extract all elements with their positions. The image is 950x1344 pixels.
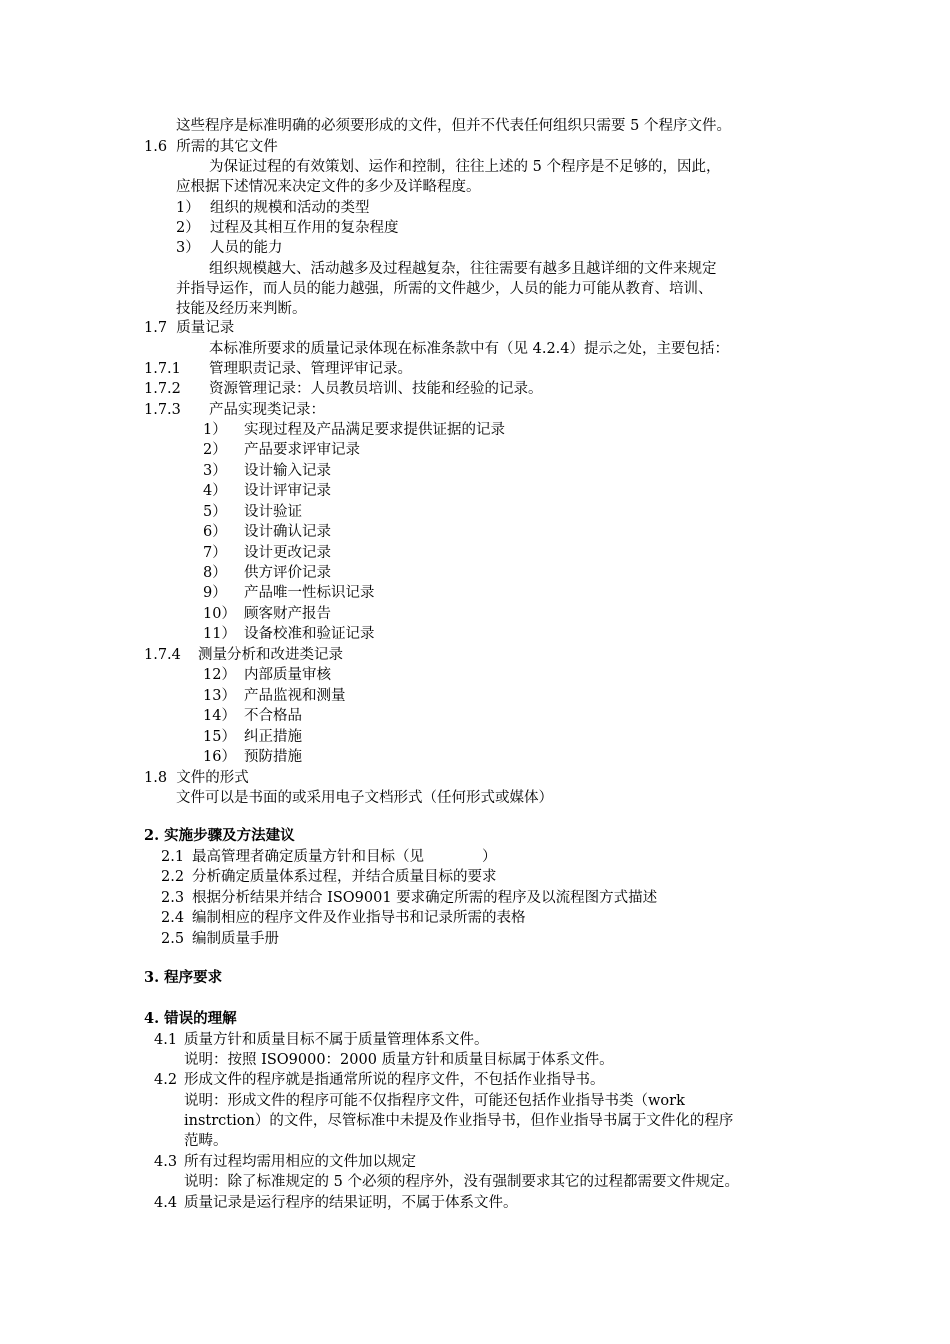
paragraph-line: 组织规模越大、活动越多及过程越复杂，往往需要有越多且越详细的文件来规定 [209, 261, 717, 277]
section-4-heading: 4. 错误的理解 [144, 1010, 237, 1027]
subsection-text: 测量分析和改进类记录 [198, 647, 343, 663]
list-item [176, 238, 283, 258]
note-line: 范畴。 [184, 1133, 228, 1149]
list-number: 2.4 [161, 910, 185, 926]
subsection-text: 资源管理记录：人员教员培训、技能和经验的记录。 [209, 381, 543, 397]
list-item [161, 929, 279, 949]
list-item [161, 847, 497, 867]
list-text: 组织的规模和活动的类型 [210, 200, 370, 216]
list-text: 设计评审记录 [244, 483, 331, 499]
list-item [176, 198, 370, 218]
list-number: 2.5 [161, 931, 185, 947]
list-text: 设计输入记录 [244, 463, 331, 479]
list-number: 8） [203, 565, 227, 581]
list-item [154, 1070, 605, 1090]
list-item [203, 481, 331, 501]
list-number: 9） [203, 585, 227, 601]
list-text: 实现过程及产品满足要求提供证据的记录 [244, 422, 505, 438]
list-number: 5） [203, 504, 227, 520]
list-text: 设计验证 [244, 504, 302, 520]
list-number: 12） [203, 667, 236, 683]
list-text: 设计确认记录 [244, 524, 331, 540]
list-text: 内部质量审核 [244, 667, 331, 683]
list-item [154, 1030, 489, 1050]
list-text: 纠正措施 [244, 729, 302, 745]
list-item [161, 908, 526, 928]
list-item [203, 665, 331, 685]
list-number: 3） [176, 240, 200, 256]
section-number: 1.7 [144, 320, 168, 336]
list-item [154, 1193, 518, 1213]
list-text: 编制相应的程序文件及作业指导书和记录所需的表格 [192, 910, 526, 926]
list-number: 2.2 [161, 869, 185, 885]
note-line: 说明：按照 ISO9000：2000 质量方针和质量目标属于体系文件。 [184, 1052, 614, 1068]
list-number: 3） [203, 463, 227, 479]
list-item [154, 1152, 416, 1172]
section-1-8-heading [144, 768, 249, 788]
list-text: 预防措施 [244, 749, 302, 765]
list-number: 4.2 [154, 1072, 178, 1088]
list-item [203, 583, 375, 603]
section-title: 所需的其它文件 [176, 139, 278, 155]
subsection-number: 1.7.3 [144, 402, 181, 418]
section-title: 文件的形式 [176, 770, 249, 786]
list-item [203, 522, 331, 542]
list-number: 4.1 [154, 1032, 178, 1048]
section-1-6-heading [144, 137, 278, 157]
list-item [203, 461, 331, 481]
subsection-number: 1.7.1 [144, 361, 181, 377]
list-item [203, 604, 331, 624]
section-number: 1.6 [144, 139, 168, 155]
subsection-1-7-4 [144, 645, 343, 665]
list-number: 2） [203, 442, 227, 458]
note-line: instrction）的文件，尽管标准中未提及作业指导书，但作业指导书属于文件化的程序 [184, 1113, 734, 1129]
list-item [203, 543, 331, 563]
list-number: 7） [203, 545, 227, 561]
list-number: 15） [203, 729, 236, 745]
subsection-1-7-1 [144, 359, 412, 379]
list-text: 根据分析结果并结合 ISO9001 要求确定所需的程序及以流程图方式描述 [192, 890, 658, 906]
subsection-1-7-3 [144, 400, 325, 420]
list-item [203, 727, 302, 747]
list-number: 2.3 [161, 890, 185, 906]
list-item [161, 867, 497, 887]
list-text: 设备校准和验证记录 [244, 626, 375, 642]
list-number: 6） [203, 524, 227, 540]
list-text: 质量记录是运行程序的结果证明，不属于体系文件。 [184, 1195, 518, 1211]
list-item [203, 686, 346, 706]
list-text: 人员的能力 [210, 240, 283, 256]
list-number: 1） [203, 422, 227, 438]
list-text: 设计更改记录 [244, 545, 331, 561]
subsection-number: 1.7.2 [144, 381, 181, 397]
list-text: 最高管理者确定质量方针和目标（见 ） [192, 849, 497, 865]
section-number: 1.8 [144, 770, 168, 786]
subsection-number: 1.7.4 [144, 647, 181, 663]
list-item [203, 440, 360, 460]
list-text: 供方评价记录 [244, 565, 331, 581]
list-number: 4） [203, 483, 227, 499]
list-number: 16） [203, 749, 236, 765]
section-1-7-heading [144, 318, 234, 338]
list-item [176, 218, 399, 238]
list-text: 产品唯一性标识记录 [244, 585, 375, 601]
note-line: 说明：形成文件的程序可能不仅指程序文件，可能还包括作业指导书类（work [184, 1093, 685, 1109]
list-text: 所有过程均需用相应的文件加以规定 [184, 1154, 416, 1170]
list-text: 过程及其相互作用的复杂程度 [210, 220, 399, 236]
list-number: 10） [203, 606, 236, 622]
section-title: 质量记录 [176, 320, 235, 336]
list-item [161, 888, 657, 908]
paragraph-line: 文件可以是书面的或采用电子文档形式（任何形式或媒体） [176, 790, 553, 806]
list-number: 2.1 [161, 849, 185, 865]
list-item [203, 706, 302, 726]
subsection-text: 产品实现类记录： [209, 402, 325, 418]
paragraph-line: 为保证过程的有效策划、运作和控制，往往上述的 5 个程序是不足够的，因此， [209, 159, 721, 175]
section-3-heading: 3. 程序要求 [144, 969, 223, 986]
subsection-text: 管理职责记录、管理评审记录。 [209, 361, 412, 377]
list-text: 产品监视和测量 [244, 688, 346, 704]
section-2-heading: 2. 实施步骤及方法建议 [144, 827, 295, 844]
intro-line: 这些程序是标准明确的必须要形成的文件，但并不代表任何组织只需要 5 个程序文件。 [176, 118, 731, 134]
list-text: 产品要求评审记录 [244, 442, 360, 458]
list-number: 11） [203, 626, 236, 642]
list-item [203, 563, 331, 583]
list-text: 分析确定质量体系过程，并结合质量目标的要求 [192, 869, 497, 885]
list-text: 顾客财产报告 [244, 606, 331, 622]
note-line: 说明：除了标准规定的 5 个必须的程序外，没有强制要求其它的过程都需要文件规定。 [184, 1174, 739, 1190]
list-number: 14） [203, 708, 236, 724]
paragraph-line: 并指导运作，而人员的能力越强，所需的文件越少，人员的能力可能从教育、培训、 [176, 281, 713, 297]
list-item [203, 624, 375, 644]
subsection-1-7-2 [144, 379, 543, 399]
list-item [203, 420, 505, 440]
list-item [203, 747, 302, 767]
list-number: 2） [176, 220, 200, 236]
list-text: 不合格品 [244, 708, 302, 724]
paragraph-line: 技能及经历来判断。 [176, 301, 307, 317]
paragraph-line: 应根据下述情况来决定文件的多少及详略程度。 [176, 179, 481, 195]
list-number: 13） [203, 688, 236, 704]
list-item [203, 502, 302, 522]
list-text: 编制质量手册 [192, 931, 279, 947]
list-text: 形成文件的程序就是指通常所说的程序文件，不包括作业指导书。 [184, 1072, 605, 1088]
paragraph-line: 本标准所要求的质量记录体现在标准条款中有（见 4.2.4）提示之处，主要包括： [209, 341, 730, 357]
list-number: 4.3 [154, 1154, 178, 1170]
list-number: 1） [176, 200, 200, 216]
list-number: 4.4 [154, 1195, 178, 1211]
list-text: 质量方针和质量目标不属于质量管理体系文件。 [184, 1032, 489, 1048]
